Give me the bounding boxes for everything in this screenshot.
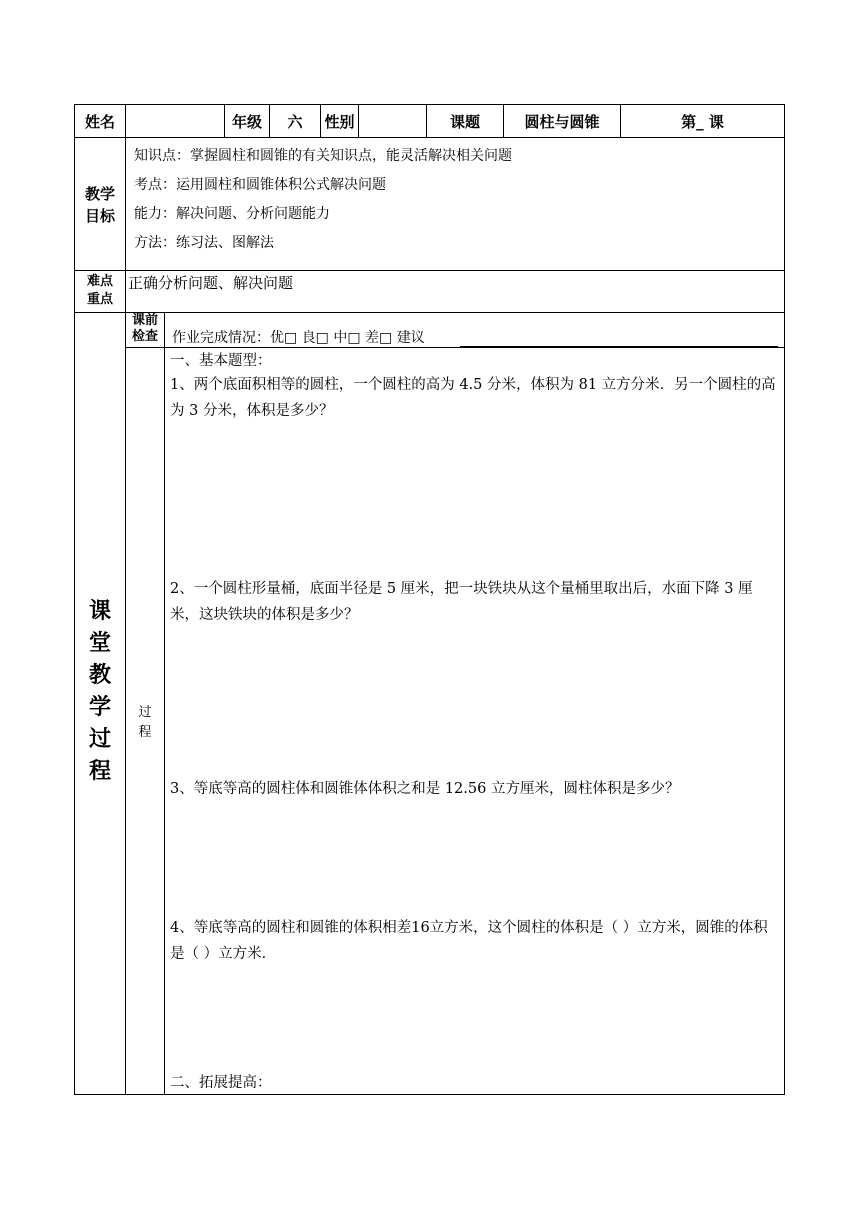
- process-label-line2: 程: [138, 725, 152, 740]
- objectives-label: [75, 183, 125, 227]
- gender-value[interactable]: [359, 105, 426, 137]
- keypoints-text: 正确分析问题、解决问题: [128, 274, 294, 292]
- grade-value: 六: [287, 112, 303, 131]
- keypoints-label: [75, 273, 125, 309]
- question-3: 3、等底等高的圆柱体和圆锥体体积之和是 12.56 立方厘米，圆柱体积是多少？: [170, 781, 680, 797]
- classroom-label-char: 过: [88, 727, 111, 752]
- objectives-label-line2: 目标: [84, 207, 115, 225]
- question-4: 4、等底等高的圆柱和圆锥的体积相差16立方米，这个圆柱的体积是（ ）立方米，圆锥的体积是（ ）立方米．: [170, 920, 768, 962]
- row-sep-header: [74, 137, 785, 138]
- precheck-label-line2: 检查: [131, 329, 158, 344]
- keypoints-label-line2: 重点: [86, 292, 113, 307]
- process-label-line1: 过: [138, 705, 152, 720]
- question-2: 2、一个圆柱形量桶，底面半径是 5 厘米，把一块铁块从这个量桶里取出后，水面下降 3 厘米，这块铁块的体积是多少？: [170, 581, 753, 623]
- sub-col-sep: [164, 312, 165, 1095]
- lesson-number: 第_ 课: [681, 112, 724, 131]
- precheck-label-line1: 课前: [131, 313, 158, 328]
- name-value[interactable]: [126, 105, 224, 137]
- precheck-label: [126, 313, 164, 345]
- suggestion-underline: [460, 346, 778, 347]
- grade-label: 年级: [231, 112, 262, 131]
- objective-item: 方法：练习法、图解法: [134, 235, 274, 251]
- section-basic-title: 一、基本题型：: [170, 353, 272, 369]
- label-col-sep-obj: [125, 137, 126, 271]
- section-extend-title: 二、拓展提高：: [170, 1075, 272, 1091]
- process-label: [126, 703, 164, 743]
- question-1: 1、两个底面积相等的圆柱，一个圆柱的高为 4.5 分米，体积为 81 立方分米．另一个圆柱的高为 3 分米，体积是多少？: [170, 377, 776, 419]
- label-col-sep-key: [125, 270, 126, 313]
- classroom-label: [75, 596, 125, 788]
- table-border-right: [784, 104, 785, 1095]
- gender-label: 性别: [324, 112, 355, 131]
- name-label: 姓名: [84, 112, 115, 131]
- keypoints-label-line1: 难点: [86, 274, 113, 289]
- row-sep-keypoints: [74, 312, 785, 313]
- objective-item: 知识点：掌握圆柱和圆锥的有关知识点，能灵活解决相关问题: [134, 148, 512, 164]
- objective-item: 考点：运用圆柱和圆锥体积公式解决问题: [134, 177, 386, 193]
- topic-label: 课题: [449, 112, 480, 131]
- classroom-label-char: 程: [88, 759, 111, 784]
- row-sep-objectives: [74, 270, 785, 271]
- classroom-label-char: 学: [88, 695, 111, 720]
- precheck-text: 作业完成情况：优□ 良□ 中□ 差□ 建议: [172, 330, 425, 346]
- classroom-label-char: 课: [88, 599, 111, 624]
- objective-item: 能力：解决问题、分析问题能力: [134, 206, 330, 222]
- topic-value: 圆柱与圆锥: [524, 112, 600, 131]
- classroom-label-char: 教: [88, 663, 111, 688]
- classroom-label-char: 堂: [88, 631, 111, 656]
- objectives-label-line1: 教学: [84, 185, 115, 203]
